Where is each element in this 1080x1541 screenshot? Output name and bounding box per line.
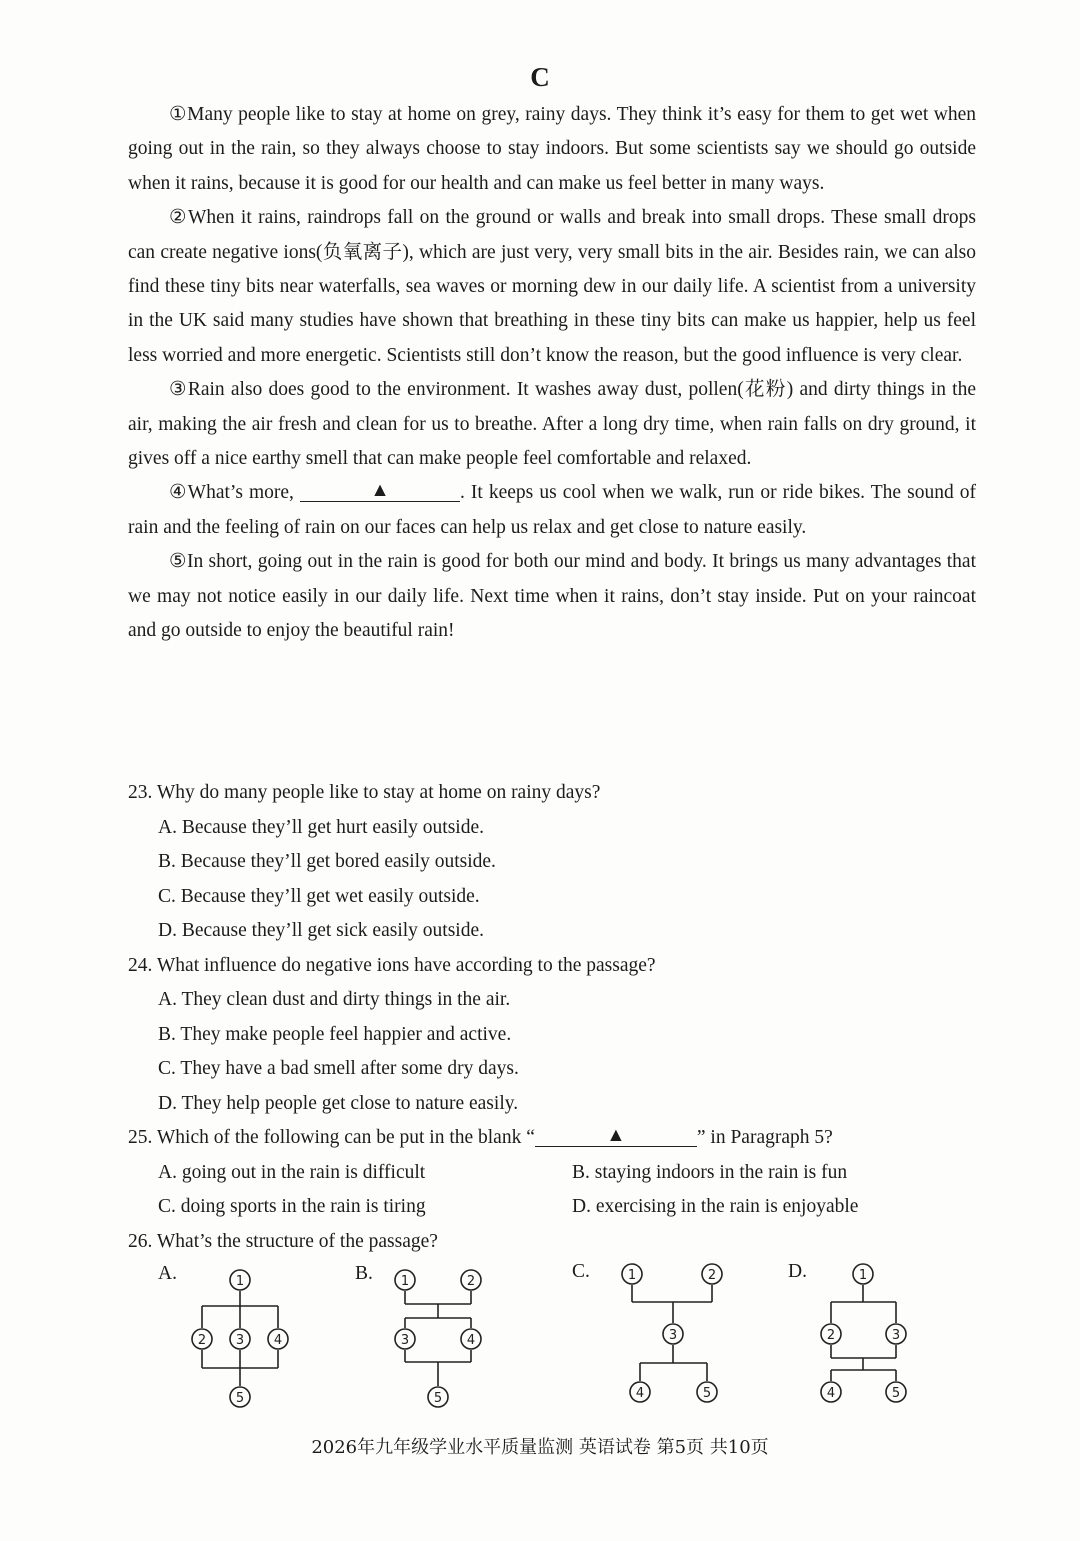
paragraph-text: What’s more, — [187, 482, 294, 504]
circle-num-2: 2 — [707, 1268, 717, 1283]
circle-number-node — [461, 1270, 481, 1290]
circle-num-4: 4 — [635, 1386, 645, 1401]
diagram-a — [192, 1270, 288, 1407]
diagram-label-c: C. — [572, 1261, 590, 1282]
paragraph-text: When it rains, raindrops fall on the ground or walls and break into small drops. These small drops can create negative ions(负氧离子), which are just very, very small bits in the air. Besides rain, we can also find these tiny bits near waterfalls, sea waves or morning dew in our daily life. A scientist from a university in the UK said many studies have shown that breathing in these tiny bits can make us happier, help us feel less worried and more energetic. Scientists still don’t know the reason, but the good influence is very clear. — [128, 207, 976, 366]
question-25-option-d: D. exercising in the rain is enjoyable — [572, 1196, 859, 1217]
question-23-option-d: D. Because they’ll get sick easily outside. — [158, 920, 484, 941]
diagram-svg — [0, 1256, 1080, 1416]
fill-blank: ▲ — [300, 481, 460, 502]
paragraph-4 — [128, 476, 976, 545]
paragraph-3 — [128, 373, 976, 476]
paragraph-number: ④ — [169, 482, 188, 504]
question-23-option-b: B. Because they’ll get bored easily outside. — [158, 851, 496, 872]
circle-number-node — [230, 1329, 250, 1349]
circle-number-node — [395, 1329, 415, 1349]
question-25-stem-before: 25. Which of the following can be put in the blank “ — [128, 1127, 535, 1148]
circle-number-node — [461, 1329, 481, 1349]
questions — [128, 776, 998, 1259]
circle-num-5: 5 — [702, 1386, 712, 1401]
question-24-stem: 24. What influence do negative ions have according to the passage? — [128, 954, 656, 976]
reading-passage — [128, 98, 976, 649]
circle-number-node — [230, 1270, 250, 1290]
paragraph-text: Rain also does good to the environment. It washes away dust, pollen(花粉) and dirty things in the air, making the air fresh and clean for us to breathe. After a long dry time, when rain falls on dry ground, it gives off a nice earthy smell that can make people feel comfortable and relaxed. — [128, 379, 977, 470]
circle-number-node — [697, 1382, 717, 1402]
circle-number-node — [886, 1382, 906, 1402]
circle-number-node — [268, 1329, 288, 1349]
circle-num-3: 3 — [235, 1333, 245, 1348]
page-footer: 2026年九年级学业水平质量监测 英语试卷 第5页 共10页 — [311, 1437, 769, 1458]
question-23-option-a: A. Because they’ll get hurt easily outside. — [158, 816, 484, 838]
fill-blank: ▲ — [535, 1126, 697, 1147]
question-26-stem: 26. What’s the structure of the passage? — [128, 1230, 438, 1252]
circle-num-5: 5 — [891, 1386, 901, 1401]
circle-num-5: 5 — [433, 1391, 443, 1406]
circle-number-node — [192, 1329, 212, 1349]
structure-diagrams — [0, 1256, 1080, 1416]
question-25-stem — [128, 1121, 998, 1156]
circle-num-2: 2 — [197, 1333, 207, 1348]
paragraph-number: ② — [169, 207, 188, 229]
circle-num-3: 3 — [400, 1333, 410, 1348]
circle-num-5: 5 — [235, 1391, 245, 1406]
circle-number-node — [428, 1387, 448, 1407]
circle-num-2: 2 — [826, 1328, 836, 1343]
question-25-option-a: A. going out in the rain is difficult — [158, 1161, 426, 1183]
question-25-option-c: C. doing sports in the rain is tiring — [158, 1196, 426, 1217]
paragraph-2 — [128, 201, 976, 373]
circle-number-node — [821, 1382, 841, 1402]
circle-num-1: 1 — [400, 1274, 410, 1289]
question-24-option-c: C. They have a bad smell after some dry days. — [158, 1058, 519, 1079]
diagram-b — [395, 1270, 481, 1407]
circle-num-4: 4 — [273, 1333, 283, 1348]
circle-number-node — [663, 1324, 683, 1344]
question-25-options-row-2 — [158, 1190, 998, 1225]
paragraph-1 — [128, 98, 976, 201]
paragraph-text: Many people like to stay at home on grey, rainy days. They think it’s easy for them to get wet when going out in the rain, so they always choose to stay indoors. But some scientists say we should go outside when it rains, because it is good for our health and can make us feel better in many ways. — [128, 104, 976, 194]
circle-num-1: 1 — [235, 1274, 245, 1289]
diagram-label-b: B. — [355, 1263, 373, 1284]
circle-num-4: 4 — [826, 1386, 836, 1401]
circle-number-node — [702, 1264, 722, 1284]
circle-num-1: 1 — [858, 1268, 868, 1283]
question-23-option-c: C. Because they’ll get wet easily outside. — [158, 885, 480, 907]
paragraph-text: . It keeps us cool when we walk, run or ride bikes. The sound of rain and the feeling of rain on our faces can help us relax and get close to nature easily. — [128, 482, 976, 538]
question-23-stem: 23. Why do many people like to stay at home on rainy days? — [128, 782, 601, 803]
circle-number-node — [230, 1387, 250, 1407]
diagram-d — [821, 1264, 906, 1402]
circle-number-node — [395, 1270, 415, 1290]
diagram-label-d: D. — [788, 1261, 807, 1282]
circle-num-4: 4 — [466, 1333, 476, 1348]
circle-number-node — [853, 1264, 873, 1284]
diagram-c — [622, 1264, 722, 1402]
circle-number-node — [622, 1264, 642, 1284]
circle-num-3: 3 — [891, 1328, 901, 1343]
circle-number-node — [886, 1324, 906, 1344]
question-25-option-b: B. staying indoors in the rain is fun — [572, 1161, 848, 1183]
circle-number-node — [630, 1382, 650, 1402]
paragraph-number: ① — [169, 104, 188, 125]
paragraph-5 — [128, 545, 976, 648]
circle-num-1: 1 — [627, 1268, 637, 1283]
circle-num-3: 3 — [668, 1328, 678, 1343]
diagram-label-a: A. — [158, 1263, 177, 1284]
section-title: C — [530, 62, 550, 92]
circle-num-2: 2 — [466, 1274, 476, 1289]
question-24-option-d: D. They help people get close to nature easily. — [158, 1092, 519, 1114]
paragraph-number: ③ — [169, 379, 188, 401]
paragraph-number: ⑤ — [169, 551, 187, 573]
question-25-options-row-1 — [158, 1156, 998, 1191]
question-24-option-a: A. They clean dust and dirty things in the air. — [158, 989, 511, 1010]
question-25-stem-after: ” in Paragraph 5? — [696, 1127, 833, 1148]
circle-number-node — [821, 1324, 841, 1344]
paragraph-text: In short, going out in the rain is good for both our mind and body. It brings us many advantages that we may not notice easily in our daily life. Next time when it rains, don’t stay inside. Put on your raincoat and go outside to enjoy the beautiful rain! — [128, 551, 976, 642]
question-24-option-b: B. They make people feel happier and active. — [158, 1023, 512, 1045]
